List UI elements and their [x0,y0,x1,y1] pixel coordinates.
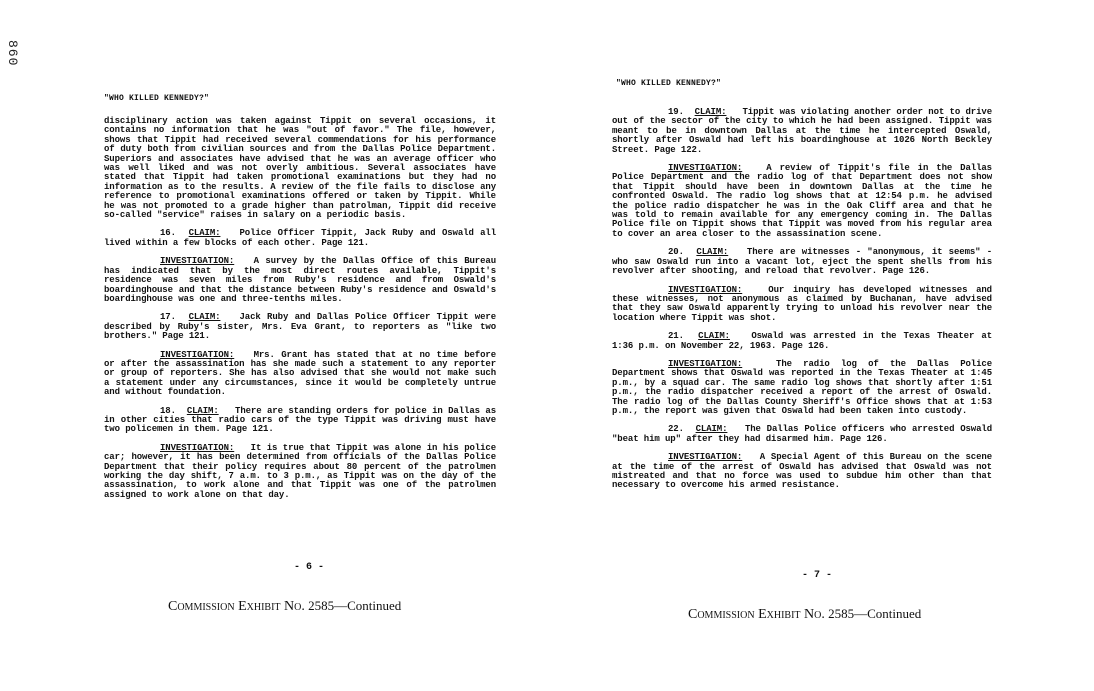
paragraph [104,229,496,248]
paragraph-text: Police Officer Tippit, Jack Ruby and Oswald all lived within a few blocks of each other. Page 121. [104,228,496,248]
claim-label: CLAIM: [188,228,221,239]
paragraph-text: A Special Agent of this Bureau on the scene at the time of the arrest of Oswald has advised that Oswald was not mistreated and that no force was used to subdue him other than that necessary to overcome his armed resistance. [612,452,992,491]
paragraph [612,332,992,351]
paragraph-text: Jack Ruby and Dallas Police Officer Tippit were described by Ruby's sister, Mrs. Eva Grant, to reporters as "like two brothers." Page 121. [104,312,496,342]
paragraph-text: Oswald was arrested in the Texas Theater at 1:36 p.m. on November 22, 1963. Page 126. [612,331,992,351]
page-number: 860 [5,40,20,67]
paragraph [612,164,992,239]
paragraph [612,425,992,444]
investigation-label: INVESTIGATION: [160,256,235,267]
caption-number: 2585—Continued [828,606,922,621]
paragraph-text: A survey by the Dallas Office of this Bureau has indicated that by the most direct routes available, Tippit's residence was seven miles from Ruby's residence and from Oswald's boardinghouse and that the distance between Ruby's residence and Oswald's boardinghouse was one and three-tenths miles. [104,256,496,304]
claim-label: CLAIM: [694,107,727,117]
folio: - 6 - [294,562,325,573]
claim-number: 19. [668,107,684,117]
paragraph [104,313,496,341]
folio: - 7 - [802,570,833,581]
caption-number: 2585—Continued [308,598,402,613]
paragraph [612,453,992,491]
paragraph-text: disciplinary action was taken against Tippit on several occasions, it contains no information that he was "out of favor." The file, however, shows that Tippit had received several commendations for his performance of duty both from civilian sources and from the Dallas Police Department. Superiors and associates have advised that he was an average officer who was well liked and was not overly ambitious. Several associates have stated that Tippit had taken promotional examinations but they had no information as to the results. A review of the file fails to disclose any reference to promotional examinations offered or taken by Tippit. While he was not promoted to a grade higher than patrolman, Tippit did receive so-called "service" raises in salary on a periodic basis. [104,116,496,221]
investigation-label: INVESTIGATION: [160,349,235,360]
paragraph-text: There are standing orders for police in Dallas as in other cities that radio cars of the type Tippit was driving must have two policemen in them. Page 121. [104,405,496,435]
paragraph [104,444,496,500]
investigation-label: INVESTIGATION: [160,442,235,453]
running-head: "WHO KILLED KENNEDY?" [104,94,210,103]
paragraph [612,286,992,324]
running-head: "WHO KILLED KENNEDY?" [616,79,722,88]
claim-number: 16. [160,228,176,239]
claim-label: CLAIM: [695,424,728,435]
paragraph-text: A review of Tippit's file in the Dallas Police Department and the radio log of that Department does not show that Tippit should have been in downtown Dallas at the time he confronted Oswald. The radio log shows that at 12:54 p.m. he advised the police radio dispatcher he was in the Oak Cliff area and that he was told to remain available for any emergency coming in. The Dallas Police file on Tippit shows that Tippit was moved from his regular area to cover an area closer to the assassination scene. [612,163,992,239]
paragraph [612,248,992,276]
paragraph-text: Tippit was violating another order not to drive out of the sector of the city to which he had been assigned. Tippit was meant to be in downtown Dallas at the time he intercepted Oswald, shortly after Oswald had left his boardinghouse at 1026 North Beckley Street. Page 122. [612,107,992,155]
paragraph [612,360,992,416]
claim-number: 17. [160,312,176,323]
paragraph [104,257,496,304]
investigation-label: INVESTIGATION: [668,452,743,463]
claim-label: CLAIM: [186,405,219,416]
paragraph-text: Our inquiry has developed witnesses and these witnesses, not anonymous as claimed by Buchanan, have advised that they saw Oswald apparently trying to unload his revolver near the location where Tippit was shot. [612,284,992,323]
caption-main: Commission Exhibit No. [168,599,305,614]
body-text [104,117,496,509]
paragraph [104,407,496,435]
left-page [104,0,496,691]
investigation-label: INVESTIGATION: [668,284,743,295]
exhibit-caption [168,598,401,615]
right-page [612,0,992,691]
paragraph [612,108,992,155]
paragraph-text: The Dallas Police officers who arrested Oswald "beat him up" after they had disarmed him. Page 126. [612,424,993,444]
claim-number: 22. [668,424,684,435]
claim-number: 21. [668,331,684,342]
paragraph-text: It is true that Tippit was alone in his police car; however, it has been determined from officials of the Dallas Police Department that their policy requires about 80 percent of the patrolmen working the day shift, 7 a.m. to 3 p.m., as Tippit was on the day of the assassination, to work alone and that Tippit was one of the patrolmen assigned to work alone on that day. [104,442,497,500]
paragraph-text: There are witnesses - "anonymous, it seems" - who saw Oswald run into a vacant lot, eject the spent shells from his revolver after shooting, and reload that revolver. Page 126. [612,247,993,277]
claim-number: 20. [668,247,684,258]
paragraph-text: Mrs. Grant has stated that at no time before or after the assassination has she made such a statement to any reporter or group of reporters. She has also advised that she would not make such a statement under any circumstances, since it would be completely untrue and without foundation. [104,349,496,398]
claim-label: CLAIM: [698,331,730,342]
claim-label: CLAIM: [188,312,221,323]
paragraph [104,117,496,220]
investigation-label: INVESTIGATION: [668,358,743,369]
paragraph [104,351,496,398]
claim-number: 18. [160,405,176,416]
body-text [612,108,992,500]
exhibit-caption [688,606,921,623]
claim-label: CLAIM: [696,247,729,258]
investigation-label: INVESTIGATION: [668,163,743,174]
caption-main: Commission Exhibit No. [688,607,825,622]
paragraph-text: The radio log of the Dallas Police Department shows that Oswald was reported in the Texas Theater at 1:45 p.m., by a squad car. The same radio log shows that shortly after 1:51 p.m., the radio dispatcher received a report of the arrest of Oswald. The radio log of the Dallas County Sheriff's Office shows that at 1:53 p.m., the report was given that Oswald had been taken into custody. [612,358,993,416]
